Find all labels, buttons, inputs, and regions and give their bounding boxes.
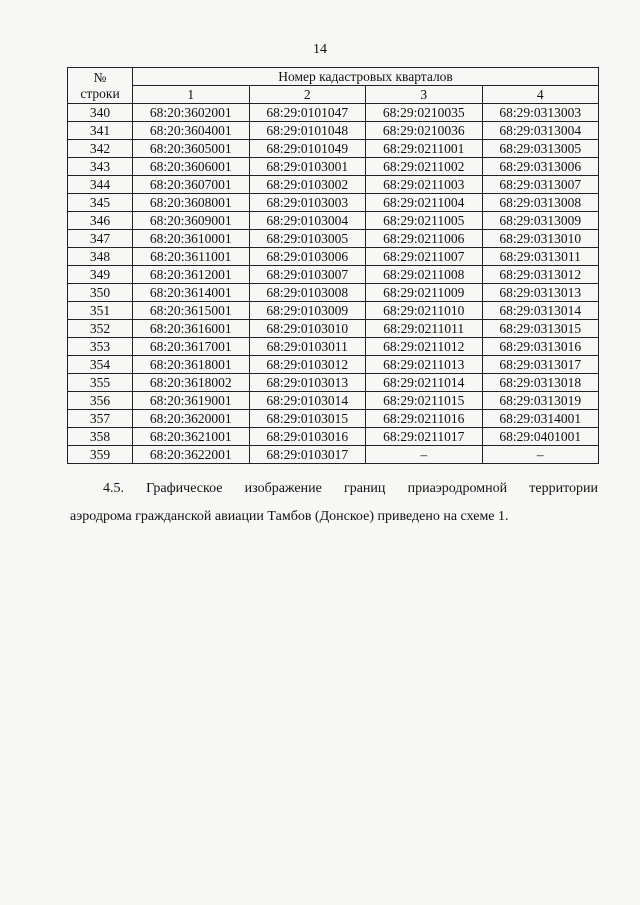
quarter-col-2-cell: 68:29:0101047 — [249, 104, 366, 122]
quarter-col-4-cell: 68:29:0313009 — [482, 212, 599, 230]
quarter-col-1-cell: 68:20:3619001 — [133, 392, 250, 410]
row-number-cell: 341 — [68, 122, 133, 140]
table-row — [68, 284, 599, 302]
quarter-col-4-cell: 68:29:0313018 — [482, 374, 599, 392]
row-number-cell: 353 — [68, 338, 133, 356]
table-row — [68, 302, 599, 320]
row-number-cell: 359 — [68, 446, 133, 464]
paragraph-line-2: аэродрома гражданской авиации Тамбов (Донское) приведено на схеме 1. — [70, 509, 509, 524]
quarter-col-4-cell: 68:29:0313012 — [482, 266, 599, 284]
table-row — [68, 230, 599, 248]
table-row — [68, 356, 599, 374]
row-number-cell: 354 — [68, 356, 133, 374]
table-row — [68, 122, 599, 140]
quarter-col-1-cell: 68:20:3618001 — [133, 356, 250, 374]
quarter-col-1-cell: 68:20:3616001 — [133, 320, 250, 338]
quarter-col-1-cell: 68:20:3615001 — [133, 302, 250, 320]
quarter-col-4-cell: 68:29:0401001 — [482, 428, 599, 446]
quarter-col-4-cell: 68:29:0313016 — [482, 338, 599, 356]
quarter-col-2-cell: 68:29:0101049 — [249, 140, 366, 158]
quarter-col-3-cell: 68:29:0211010 — [366, 302, 483, 320]
quarter-col-2-cell: 68:29:0101048 — [249, 122, 366, 140]
cadastral-numbers-header: Номер кадастровых кварталов — [133, 68, 599, 86]
row-number-cell: 355 — [68, 374, 133, 392]
quarter-col-1-cell: 68:20:3604001 — [133, 122, 250, 140]
quarter-col-4-cell: 68:29:0313004 — [482, 122, 599, 140]
table-row — [68, 428, 599, 446]
table-row — [68, 212, 599, 230]
row-number-header-word: строки — [80, 85, 120, 101]
page-number: 14 — [313, 42, 327, 57]
row-number-header — [68, 68, 133, 104]
quarter-col-3-cell: 68:29:0211006 — [366, 230, 483, 248]
quarter-col-1-cell: 68:20:3612001 — [133, 266, 250, 284]
quarter-col-1-cell: 68:20:3606001 — [133, 158, 250, 176]
quarter-col-2-cell: 68:29:0103006 — [249, 248, 366, 266]
row-number-header-symbol: № — [93, 69, 107, 85]
quarter-col-2-cell: 68:29:0103015 — [249, 410, 366, 428]
table-row — [68, 176, 599, 194]
table-row — [68, 446, 599, 464]
table-row — [68, 194, 599, 212]
quarter-col-3-cell: 68:29:0211009 — [366, 284, 483, 302]
quarter-col-4-cell: 68:29:0313003 — [482, 104, 599, 122]
quarter-col-3-cell: 68:29:0211008 — [366, 266, 483, 284]
quarter-col-3-cell: 68:29:0211014 — [366, 374, 483, 392]
row-number-cell: 348 — [68, 248, 133, 266]
quarter-col-3-cell: 68:29:0211015 — [366, 392, 483, 410]
table-row — [68, 338, 599, 356]
quarter-col-2-cell: 68:29:0103004 — [249, 212, 366, 230]
column-number-1: 1 — [133, 86, 250, 104]
row-number-cell: 349 — [68, 266, 133, 284]
quarter-col-1-cell: 68:20:3610001 — [133, 230, 250, 248]
quarter-col-3-cell: 68:29:0211001 — [366, 140, 483, 158]
table-row — [68, 140, 599, 158]
row-number-cell: 356 — [68, 392, 133, 410]
quarter-col-1-cell: 68:20:3608001 — [133, 194, 250, 212]
table-body — [68, 104, 599, 464]
quarter-col-2-cell: 68:29:0103016 — [249, 428, 366, 446]
quarter-col-1-cell: 68:20:3617001 — [133, 338, 250, 356]
cadastral-quarters-table — [67, 67, 599, 464]
quarter-col-2-cell: 68:29:0103010 — [249, 320, 366, 338]
column-number-2: 2 — [249, 86, 366, 104]
quarter-col-1-cell: 68:20:3620001 — [133, 410, 250, 428]
quarter-col-2-cell: 68:29:0103011 — [249, 338, 366, 356]
quarter-col-3-cell: 68:29:0211017 — [366, 428, 483, 446]
quarter-col-2-cell: 68:29:0103014 — [249, 392, 366, 410]
table-row — [68, 158, 599, 176]
quarter-col-4-cell: – — [482, 446, 599, 464]
row-number-cell: 344 — [68, 176, 133, 194]
row-number-cell: 340 — [68, 104, 133, 122]
table-row — [68, 320, 599, 338]
quarter-col-1-cell: 68:20:3605001 — [133, 140, 250, 158]
table-row — [68, 374, 599, 392]
row-number-cell: 345 — [68, 194, 133, 212]
quarter-col-3-cell: 68:29:0211003 — [366, 176, 483, 194]
quarter-col-1-cell: 68:20:3609001 — [133, 212, 250, 230]
row-number-cell: 350 — [68, 284, 133, 302]
row-number-cell: 358 — [68, 428, 133, 446]
quarter-col-3-cell: – — [366, 446, 483, 464]
quarter-col-3-cell: 68:29:0211002 — [366, 158, 483, 176]
column-number-4: 4 — [482, 86, 599, 104]
quarter-col-1-cell: 68:20:3614001 — [133, 284, 250, 302]
row-number-cell: 343 — [68, 158, 133, 176]
quarter-col-4-cell: 68:29:0313019 — [482, 392, 599, 410]
row-number-cell: 357 — [68, 410, 133, 428]
quarter-col-2-cell: 68:29:0103017 — [249, 446, 366, 464]
quarter-col-2-cell: 68:29:0103009 — [249, 302, 366, 320]
row-number-cell: 351 — [68, 302, 133, 320]
quarter-col-3-cell: 68:29:0211016 — [366, 410, 483, 428]
quarter-col-1-cell: 68:20:3618002 — [133, 374, 250, 392]
quarter-col-3-cell: 68:29:0210036 — [366, 122, 483, 140]
row-number-cell: 346 — [68, 212, 133, 230]
quarter-col-2-cell: 68:29:0103012 — [249, 356, 366, 374]
table-row — [68, 104, 599, 122]
quarter-col-4-cell: 68:29:0313006 — [482, 158, 599, 176]
table-row — [68, 266, 599, 284]
quarter-col-4-cell: 68:29:0313005 — [482, 140, 599, 158]
paragraph-line-1: 4.5. Графическое изображение границ приаэродромной территории — [103, 481, 598, 496]
quarter-col-3-cell: 68:29:0211011 — [366, 320, 483, 338]
quarter-col-4-cell: 68:29:0313011 — [482, 248, 599, 266]
column-number-3: 3 — [366, 86, 483, 104]
quarter-col-4-cell: 68:29:0313015 — [482, 320, 599, 338]
quarter-col-4-cell: 68:29:0313014 — [482, 302, 599, 320]
quarter-col-1-cell: 68:20:3621001 — [133, 428, 250, 446]
quarter-col-1-cell: 68:20:3622001 — [133, 446, 250, 464]
quarter-col-2-cell: 68:29:0103001 — [249, 158, 366, 176]
quarter-col-3-cell: 68:29:0211012 — [366, 338, 483, 356]
quarter-col-2-cell: 68:29:0103003 — [249, 194, 366, 212]
quarter-col-4-cell: 68:29:0313007 — [482, 176, 599, 194]
table-row — [68, 248, 599, 266]
quarter-col-2-cell: 68:29:0103008 — [249, 284, 366, 302]
quarter-col-4-cell: 68:29:0314001 — [482, 410, 599, 428]
quarter-col-1-cell: 68:20:3607001 — [133, 176, 250, 194]
quarter-col-2-cell: 68:29:0103013 — [249, 374, 366, 392]
quarter-col-3-cell: 68:29:0210035 — [366, 104, 483, 122]
quarter-col-3-cell: 68:29:0211005 — [366, 212, 483, 230]
quarter-col-4-cell: 68:29:0313017 — [482, 356, 599, 374]
quarter-col-1-cell: 68:20:3602001 — [133, 104, 250, 122]
quarter-col-4-cell: 68:29:0313010 — [482, 230, 599, 248]
quarter-col-3-cell: 68:29:0211004 — [366, 194, 483, 212]
quarter-col-3-cell: 68:29:0211007 — [366, 248, 483, 266]
quarter-col-2-cell: 68:29:0103007 — [249, 266, 366, 284]
row-number-cell: 352 — [68, 320, 133, 338]
quarter-col-3-cell: 68:29:0211013 — [366, 356, 483, 374]
quarter-col-2-cell: 68:29:0103005 — [249, 230, 366, 248]
quarter-col-1-cell: 68:20:3611001 — [133, 248, 250, 266]
table-row — [68, 392, 599, 410]
quarter-col-4-cell: 68:29:0313013 — [482, 284, 599, 302]
quarter-col-2-cell: 68:29:0103002 — [249, 176, 366, 194]
row-number-cell: 342 — [68, 140, 133, 158]
table-row — [68, 410, 599, 428]
row-number-cell: 347 — [68, 230, 133, 248]
quarter-col-4-cell: 68:29:0313008 — [482, 194, 599, 212]
